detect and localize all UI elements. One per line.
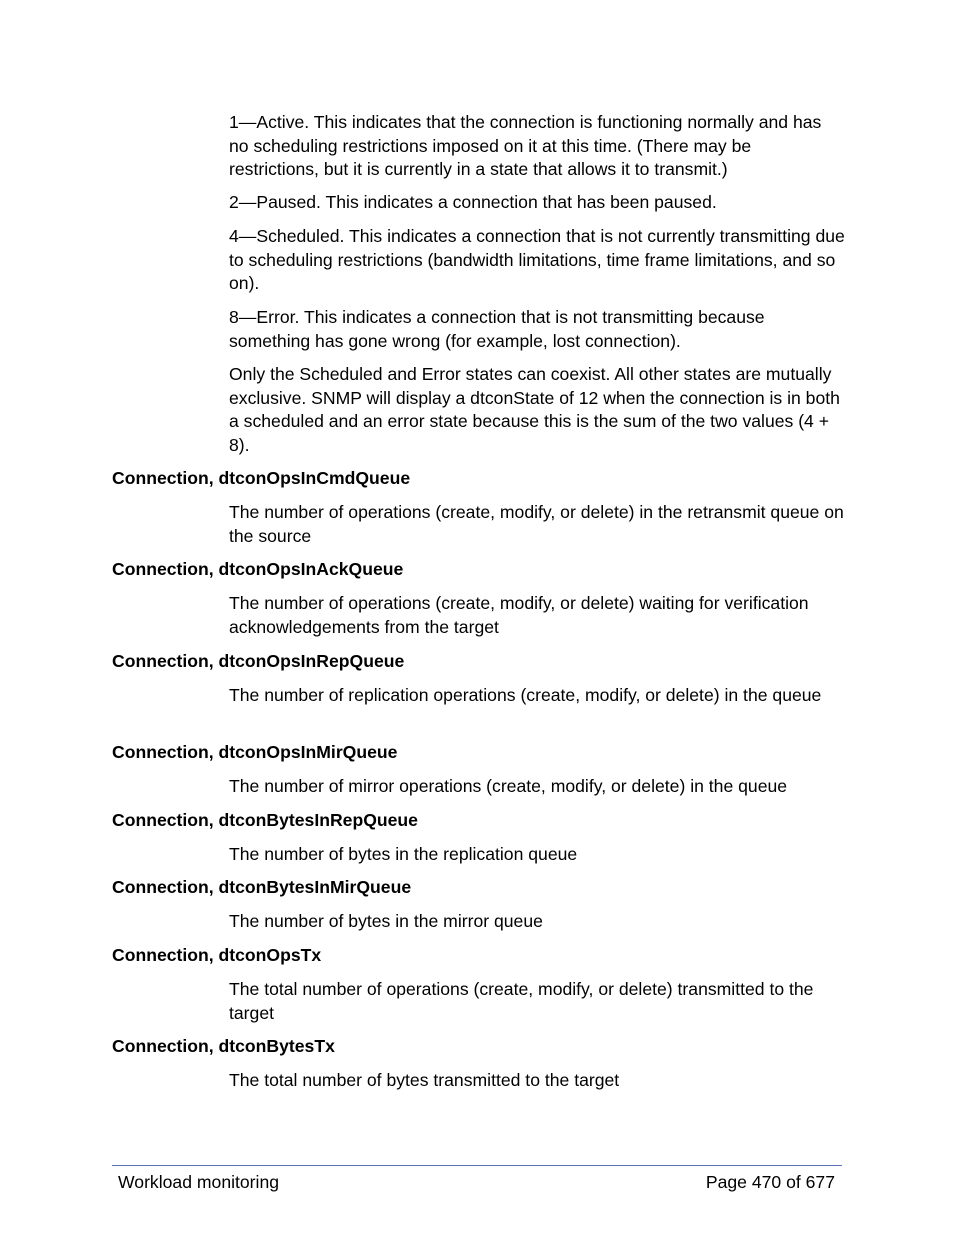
state-error-paragraph: 8—Error. This indicates a connection that is not transmitting because something has gone wrong (for example, lost connection). xyxy=(229,307,765,351)
entry-heading: Connection, dtconOpsInMirQueue xyxy=(112,742,398,762)
entry-heading: Connection, dtconBytesTx xyxy=(112,1036,335,1056)
entry-description: The number of replication operations (create, modify, or delete) in the queue xyxy=(229,685,822,705)
footer-page-number: Page 470 of 677 xyxy=(705,1172,835,1192)
entry-description: The number of operations (create, modify, or delete) in the retransmit queue on the source xyxy=(229,502,844,546)
entry-heading: Connection, dtconOpsInCmdQueue xyxy=(112,468,411,488)
state-active-paragraph: 1—Active. This indicates that the connection is functioning normally and has no scheduling restrictions imposed on it at this time. (There may be restrictions, but it is currently in a state that allows it to transmit.) xyxy=(229,112,822,179)
entry-heading: Connection, dtconOpsInAckQueue xyxy=(112,559,404,579)
entry-description: The total number of operations (create, modify, or delete) transmitted to the target xyxy=(229,979,814,1023)
entry-description: The total number of bytes transmitted to the target xyxy=(229,1070,620,1090)
state-coexist-paragraph: Only the Scheduled and Error states can coexist. All other states are mutually exclusive. SNMP will display a dtconState of 12 when the connection is in both a scheduled and an error state because this is the sum of the two values (4 + 8). xyxy=(229,364,840,455)
footer-section-title: Workload monitoring xyxy=(118,1172,280,1192)
state-paused-paragraph: 2—Paused. This indicates a connection that has been paused. xyxy=(229,192,717,212)
entry-description: The number of bytes in the replication queue xyxy=(229,844,578,864)
entry-heading: Connection, dtconBytesInRepQueue xyxy=(112,810,418,830)
entry-heading: Connection, dtconOpsInRepQueue xyxy=(112,651,405,671)
entry-description: The number of bytes in the mirror queue xyxy=(229,911,543,931)
entry-description: The number of operations (create, modify, or delete) waiting for verification acknowledgements from the target xyxy=(229,593,809,637)
entry-heading: Connection, dtconBytesInMirQueue xyxy=(112,877,412,897)
footer-divider xyxy=(112,1165,842,1166)
entry-heading: Connection, dtconOpsTx xyxy=(112,945,322,965)
entry-description: The number of mirror operations (create, modify, or delete) in the queue xyxy=(229,776,788,796)
state-scheduled-paragraph: 4—Scheduled. This indicates a connection that is not currently transmitting due to scheduling restrictions (bandwidth limitations, time frame limitations, and so on). xyxy=(229,226,845,293)
